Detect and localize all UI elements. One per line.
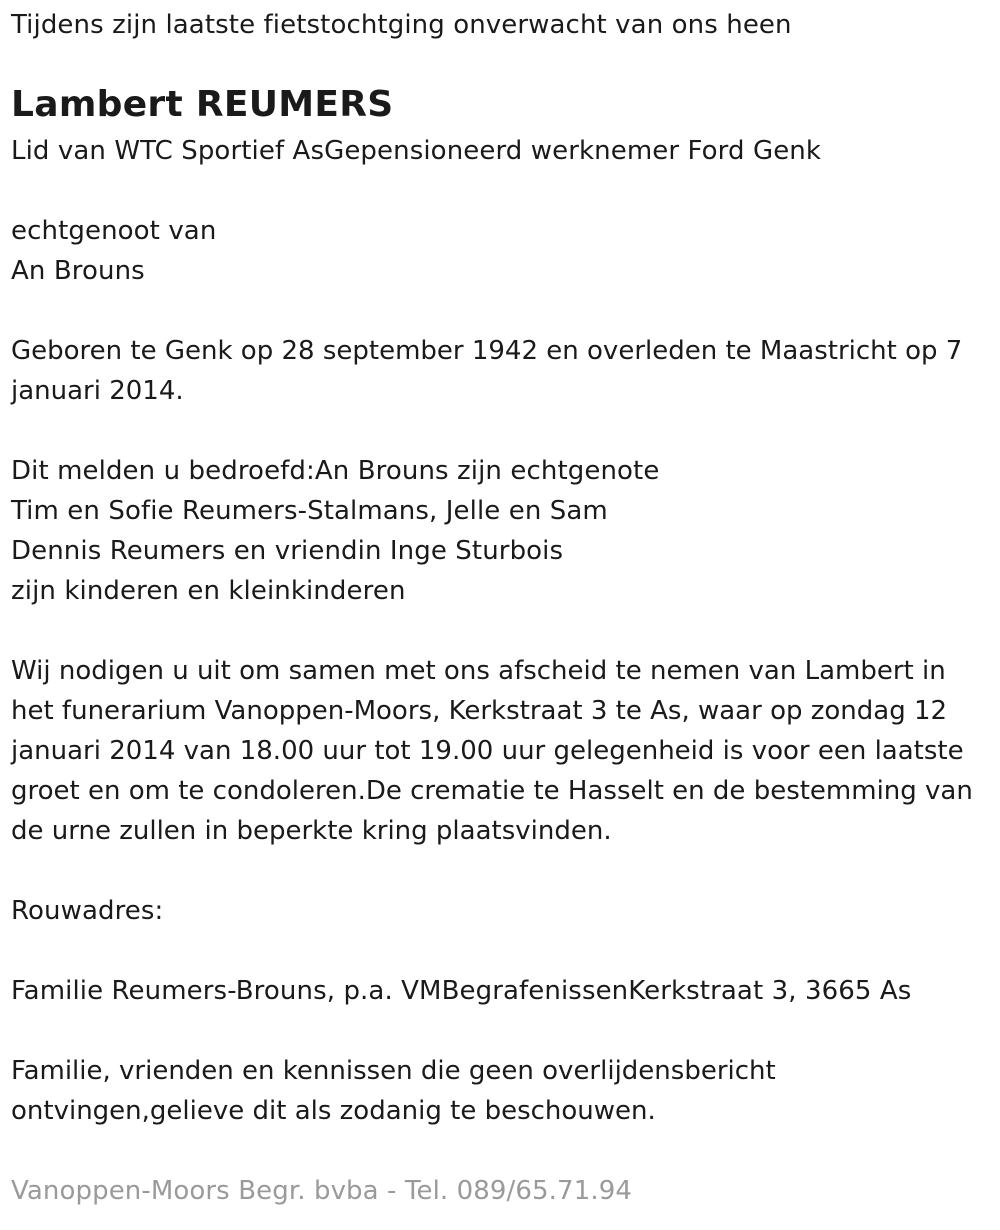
funeral-home-footer: Vanoppen-Moors Begr. bvba - Tel. 089/65.71.94 bbox=[11, 1176, 632, 1206]
mourning-address: Familie Reumers-Brouns, p.a. VMBegrafenissenKerkstraat 3, 3665 As bbox=[11, 976, 912, 1006]
mourner-line: Dennis Reumers en vriendin Inge Sturbois bbox=[11, 536, 564, 566]
mourner-line: zijn kinderen en kleinkinderen bbox=[11, 576, 406, 606]
birth-death-text: Geboren te Genk op 28 september 1942 en overleden te Maastricht op 7 januari 2014. bbox=[11, 336, 963, 406]
intro-text: Tijdens zijn laatste fietstochtging onverwacht van ons heen bbox=[11, 10, 792, 40]
spacer bbox=[11, 1131, 986, 1171]
mourner-line: Dit melden u bedroefd:An Brouns zijn echtgenote bbox=[11, 456, 660, 486]
spacer bbox=[11, 1011, 986, 1051]
spacer bbox=[11, 171, 986, 211]
death-notice bbox=[11, 5, 986, 1211]
spacer bbox=[11, 851, 986, 891]
spouse-label: echtgenoot van bbox=[11, 216, 217, 246]
closing-text: Familie, vrienden en kennissen die geen overlijdensbericht ontvingen,gelieve dit als zodanig te beschouwen. bbox=[11, 1056, 776, 1126]
spacer bbox=[11, 931, 986, 971]
invitation-text: Wij nodigen u uit om samen met ons afscheid te nemen van Lambert in het funerarium Vanoppen-Moors, Kerkstraat 3 te As, waar op zondag 12 januari 2014 van 18.00 uur tot 19.00 uur gelegenheid is voor een laatste groet en om te condoleren.De crematie te Hasselt en de bestemming van de urne zullen in beperkte kring plaatsvinden. bbox=[11, 656, 973, 846]
spacer bbox=[11, 411, 986, 451]
spouse-name: An Brouns bbox=[11, 256, 145, 286]
address-label: Rouwadres: bbox=[11, 896, 164, 926]
deceased-name: Lambert REUMERS bbox=[11, 84, 394, 125]
mourner-line: Tim en Sofie Reumers-Stalmans, Jelle en Sam bbox=[11, 496, 608, 526]
deceased-description: Lid van WTC Sportief AsGepensioneerd werknemer Ford Genk bbox=[11, 136, 822, 166]
spacer bbox=[11, 291, 986, 331]
spacer bbox=[11, 611, 986, 651]
